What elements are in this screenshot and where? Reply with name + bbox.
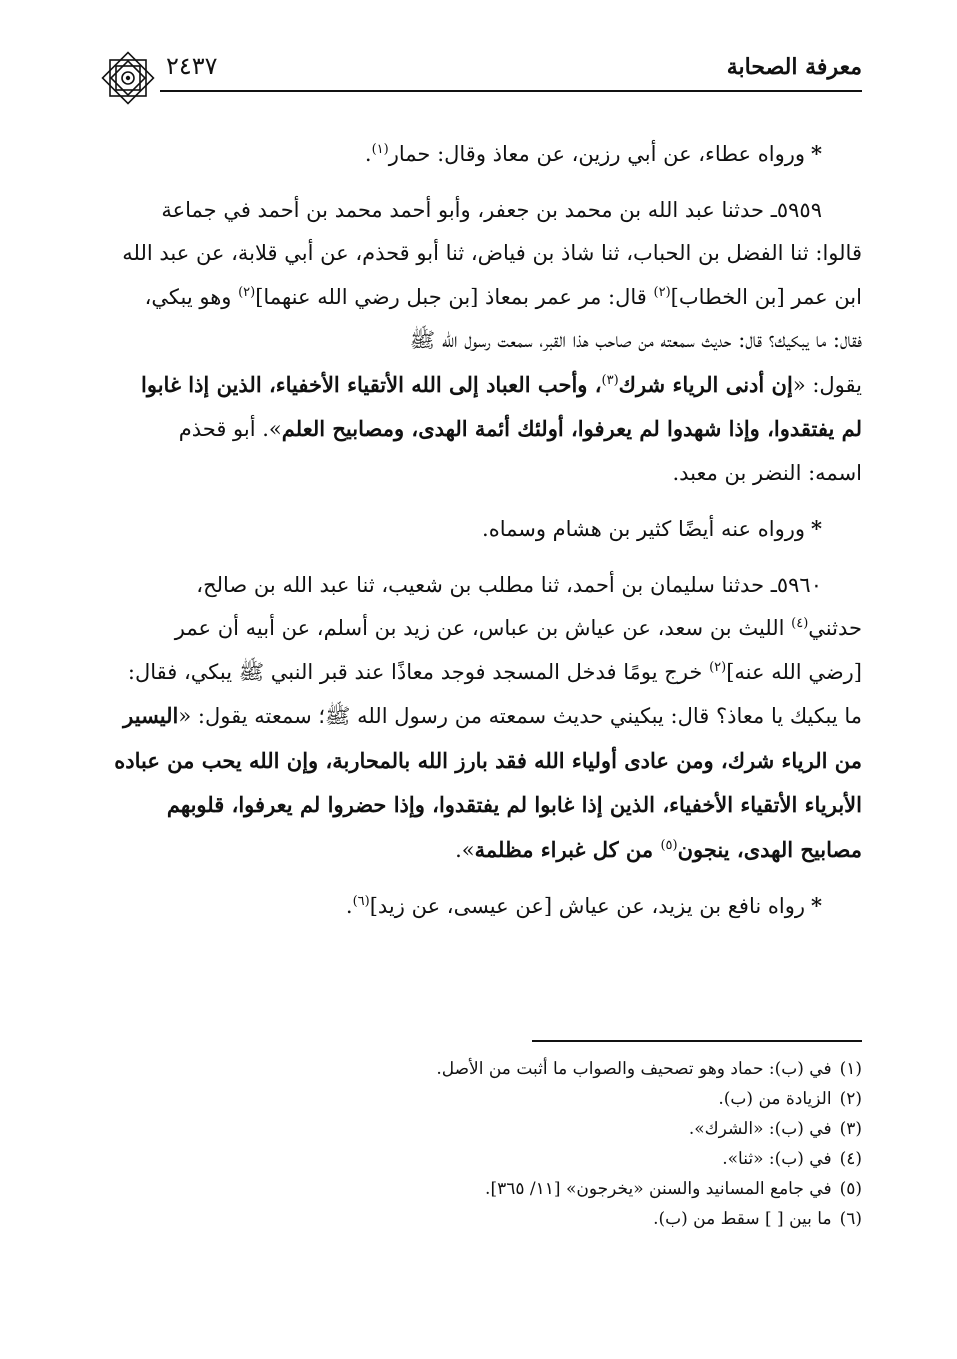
footnote-text: في (ب): حماد وهو تصحيف والصواب ما أثبت من الأصل. [436,1059,832,1079]
footnote-number: (٦) [839,1209,862,1229]
footnote-ref: (٢) [709,659,727,675]
paragraph-1-text: ورواه عطاء، عن أبي رزين، عن معاذ وقال: حمار [388,142,806,166]
hadith-5959-line-6 [98,407,862,452]
footnote-number: (١) [839,1059,862,1079]
hadith-quote: من الرياء شرك، ومن عادى أولياء الله فقد بارز الله بالمحاربة، وإن الله يحب من عباده [114,747,862,773]
star-ornament-icon [98,48,158,108]
footnotes [98,1054,862,1234]
line-text: [رضي الله عنه] [726,659,862,684]
page-number: ٢٤٣٧ [166,52,218,80]
paragraph-5 [98,884,862,929]
footnote-ref: (٥) [660,837,678,853]
footnote-4 [98,1144,862,1174]
footnote-number: (٤) [839,1149,862,1169]
footnote-text: ما بين [ ] سقط من (ب). [653,1209,832,1229]
hadith-5959-line-3 [98,276,862,320]
line-text: وهو يبكي، [144,284,239,309]
line-text: الليث بن سعد، عن عياش بن عباس، عن زيد بن أسلم، عن أبيه أن عمر [174,616,792,640]
footnote-ref: (١) [371,142,389,157]
hadith-quote: إن أدنى الرياء شرك [618,371,793,397]
line-text: اسمه: النضر بن معبد. [672,460,862,485]
star-marker: * [811,516,822,541]
footnote-3 [98,1114,862,1144]
running-title: معرفة الصحابة [726,54,862,80]
footnote-number: (٣) [839,1119,862,1139]
hadith-5960-line-5 [98,739,862,784]
footnote-text: في جامع المسانيد والسنن «يخرجون» [١١/ ٣٦٥]. [485,1179,832,1199]
footnote-ref: (٣) [601,372,619,388]
footnote-number: (٢) [839,1089,862,1109]
footnote-ref: (٦) [352,894,370,909]
footnote-text: في (ب): «الشرك». [688,1119,832,1139]
star-marker: * [811,141,822,166]
hadith-5959 [98,189,862,233]
line-text: ٥٩٦٠ـ حدثنا سليمان بن أحمد، ثنا مطلب بن شعيب، ثنا عبد الله بن صالح، [196,572,822,597]
star-marker: * [811,893,822,918]
hadith-5959-line-5 [98,363,862,408]
footnote-1 [98,1054,862,1084]
footnote-ref: (٢) [238,284,256,300]
line-text: يقول: « [792,372,862,397]
hadith-5960-line-6 [98,783,862,828]
paragraph-1 [98,132,862,177]
line-text: قالوا: ثنا الفضل بن الحباب، ثنا شاذ بن فياض، ثنا أبو قحذم، عن أبي قلابة، عن عبد الله [122,241,862,265]
hadith-quote: اليسير [123,703,179,728]
hadith-quote: ، وأحب العباد إلى الله الأتقياء الأخفياء، الذين إذا غابوا [141,371,602,397]
footnote-text: الزيادة من (ب). [718,1089,832,1109]
line-text: حدثني [808,616,862,640]
line-text: خرج يومًا فدخل المسجد فوجد معاذًا عند قبر النبي ﷺ يبكي، فقال: [127,659,710,684]
hadith-5960-line-1 [98,564,862,608]
hadith-quote: من كل غبراء مظلمة [474,836,661,862]
hadith-quote: الأبرياء الأتقياء الأخفياء، الذين إذا غابوا لم يفتقدوا، وإذا حضروا لم يعرفوا، قلوبهم [166,792,862,817]
line-text: قال: مر عمر بمعاذ [بن جبل رضي الله عنهما] [255,284,654,309]
footnote-5 [98,1174,862,1204]
paragraph-5-text: رواه نافع بن يزيد، عن عياش [عن عيسى، عن زيد] [369,894,806,918]
hadith-5959-line-4 [98,319,862,363]
line-text: ». [455,837,475,862]
hadith-5960-line-2 [98,607,862,651]
footnote-6 [98,1204,862,1234]
hadith-quote: مصابيح الهدى، ينجون [677,836,862,862]
hadith-5959-line-1: ٥٩٥٩ـ حدثنا عبد الله بن محمد بن جعفر، وأبو أحمد محمد بن أحمد في جماعة [161,197,822,222]
line-text: ». أبو قحذم [178,417,282,441]
hadith-quote: لم يفتقدوا، وإذا شهدوا لم يعرفوا، أولئك أئمة الهدى، ومصابيح العلم [281,416,862,441]
paragraph-3-text: ورواه عنه أيضًا كثير بن هشام وسماه. [482,517,806,541]
hadith-5960-line-7 [98,828,862,873]
header-rule [160,90,862,92]
line-text: ابن عمر [بن الخطاب] [670,284,862,309]
footnote-2 [98,1084,862,1114]
hadith-5960-line-4 [98,694,862,739]
paragraph-3 [98,507,862,552]
punctuation: . [345,894,353,918]
punctuation: . [364,142,372,166]
footnote-separator [532,1040,862,1042]
footnote-ref: (٢) [653,284,671,300]
footnote-text: في (ب): «ثنا». [722,1149,832,1169]
line-text: فقال: ما يبكيك؟ قال: حديث سمعته من صاحب هذا القبر، سمعت رسول الله ﷺ [409,328,862,352]
hadith-5959-line-2 [98,232,862,276]
footnote-number: (٥) [839,1179,862,1199]
page-header [98,46,862,96]
main-text [98,132,862,929]
line-text: ما يبكيك يا معاذ؟ قال: يبكيني حديث سمعته من رسول الله ﷺ؛ سمعته يقول: « [178,704,862,728]
hadith-5959-line-7 [98,452,862,496]
footnote-ref: (٤) [791,616,809,631]
hadith-5960-line-3 [98,651,862,695]
